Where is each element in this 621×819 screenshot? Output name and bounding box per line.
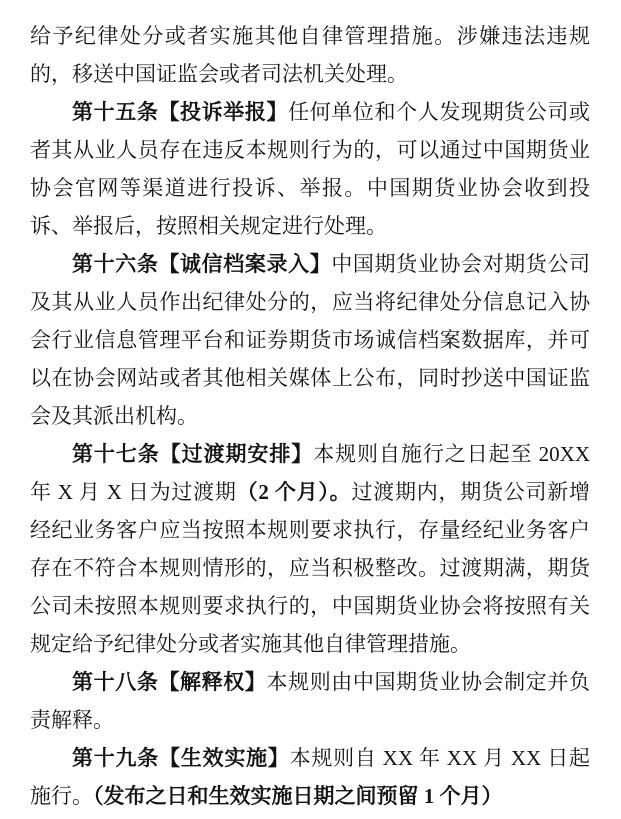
bold-text-run: （发布之日和生效实施日期之间预留 1 个月） bbox=[93, 784, 503, 808]
text-run: 给予纪律处分或者实施其他自律管理措施。涉嫌违法违规的，移送中国证监会或者司法机关处理。 bbox=[30, 24, 590, 86]
bold-text-run: 第十五条【投诉举报】 bbox=[72, 100, 289, 124]
paragraph-article-18 bbox=[30, 663, 590, 739]
text-run: 中国期货业协会对期货公司及其从业人员作出纪律处分的，应当将纪律处分信息记入协会行业信息管理平台和证券期货市场诚信档案数据库，并可以在协会网站或者其他相关媒体上公布，同时抄送中国证监会及其派出机构。 bbox=[30, 252, 591, 428]
text-run: 本规则自 XX 年 XX 月 XX 日起施行。 bbox=[30, 746, 590, 808]
bold-text-run: 第十九条【生效实施】 bbox=[72, 746, 290, 770]
text-run: 过渡期内，期货公司新增经纪业务客户应当按照本规则要求执行，存量经纪业务客户存在不符合本规则情形的，应当积极整改。过渡期满，期货公司未按照本规则要求执行的，中国期货业协会将按照有关规定给予纪律处分或者实施其他自律管理措施。 bbox=[30, 480, 591, 656]
text-run: 本规则由中国期货业协会制定并负责解释。 bbox=[30, 670, 591, 732]
paragraph-article-17 bbox=[30, 435, 590, 663]
paragraph-continuation bbox=[30, 17, 590, 93]
bold-text-run: 第十六条【诚信档案录入】 bbox=[72, 252, 332, 276]
paragraph-article-15 bbox=[30, 93, 590, 245]
text-run: 任何单位和个人发现期货公司或者其从业人员存在违反本规则行为的，可以通过中国期货业协会官网等渠道进行投诉、举报。中国期货业协会收到投诉、举报后，按照相关规定进行处理。 bbox=[30, 100, 591, 238]
paragraph-article-19 bbox=[30, 739, 590, 815]
bold-text-run: 第十七条【过渡期安排】 bbox=[72, 442, 314, 466]
paragraph-article-16 bbox=[30, 245, 590, 435]
bold-text-run: （2 个月）。 bbox=[236, 480, 352, 504]
bold-text-run: 第十八条【解释权】 bbox=[72, 670, 267, 694]
text-run: 本规则自施行之日起至 20XX 年 X 月 X 日为过渡期 bbox=[30, 442, 590, 504]
